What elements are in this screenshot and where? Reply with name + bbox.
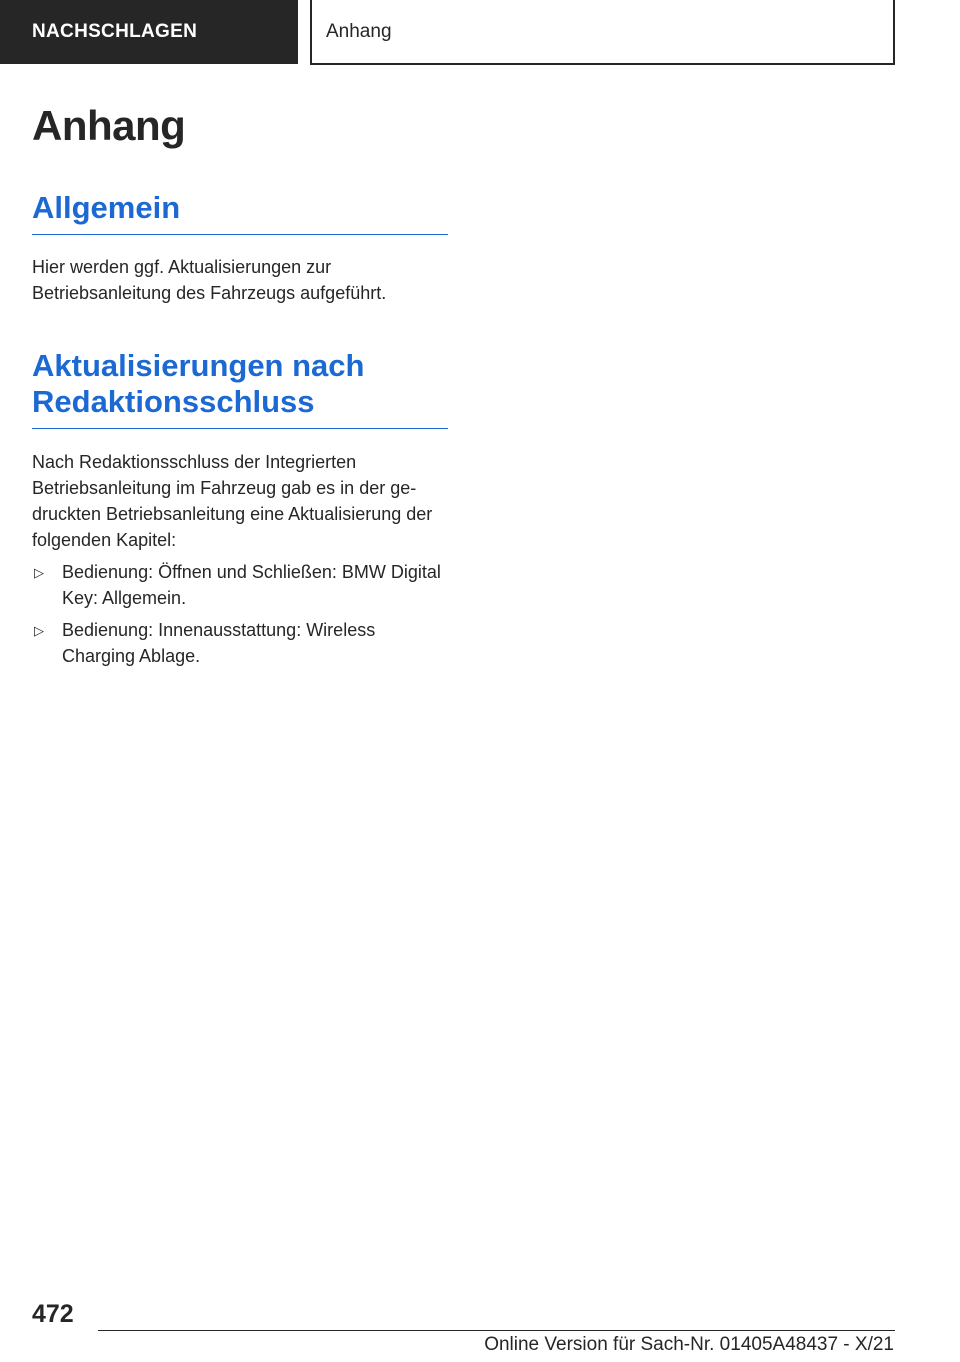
list-item-text: Bedienung: Öffnen und Schließen: BMW Digital Key: Allgemein. [62, 562, 441, 608]
section-heading-aktualisierungen [32, 348, 448, 429]
page-title: Anhang [32, 102, 186, 149]
section-tab: NACHSCHLAGEN [0, 0, 298, 64]
heading-line: Redaktionsschluss [32, 384, 315, 419]
footer-divider [98, 1330, 895, 1331]
list-item [32, 617, 448, 669]
section-heading-allgemein: Allgemein [32, 190, 448, 235]
triangle-right-icon: ▷ [34, 565, 44, 580]
heading-line: Aktualisierungen nach [32, 348, 365, 383]
triangle-right-icon: ▷ [34, 623, 44, 638]
section-paragraph: Hier werden ggf. Aktualisierungen zur Betriebsanleitung des Fahrzeugs aufgeführt. [32, 257, 387, 303]
list-item-text: Bedienung: Innenausstattung: Wireless Charging Ablage. [62, 620, 376, 666]
online-version-note: Online Version für Sach-Nr. 01405A48437 - X/21 [484, 1334, 894, 1355]
chapter-tab: Anhang [310, 0, 895, 65]
list-item [32, 559, 448, 611]
page-header [0, 0, 960, 66]
section-paragraph: Nach Redaktionsschluss der Integrierten Betriebsanleitung im Fahrzeug gab es in der gedruckten Betriebsanleitung eine Aktualisierung der folgenden Kapitel: [32, 452, 433, 550]
main-content [32, 96, 448, 675]
page-number: 472 [32, 1300, 74, 1328]
chapter-list [32, 559, 448, 669]
